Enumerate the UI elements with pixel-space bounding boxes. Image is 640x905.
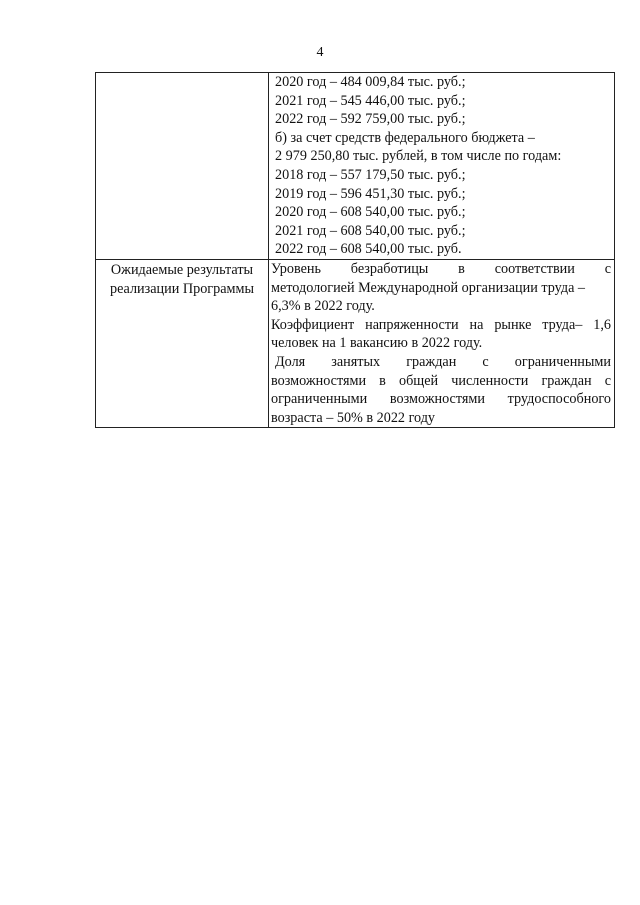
finance-line-2022-regional: 2022 год – 592 759,00 тыс. руб.; <box>275 111 466 128</box>
unemployment-line3: 6,3% в 2022 году. <box>271 298 375 315</box>
disabled-employment-line2: возможностями в общей численности граждан с <box>271 372 611 389</box>
disabled-employment-line3: ограниченными возможностями трудоспособного <box>271 391 611 408</box>
unemployment-line2: методологией Международной организации труда – <box>271 279 586 296</box>
finance-line-2022-federal: 2022 год – 608 540,00 тыс. руб. <box>275 241 462 258</box>
tension-coefficient-line2: человек на 1 вакансию в 2022 году. <box>271 335 483 352</box>
finance-label-cell <box>96 73 269 260</box>
results-label-line2: реализации Программы <box>109 280 255 297</box>
program-passport-table <box>95 72 615 428</box>
tension-coefficient-line1: Коэффициент напряженности на рынке труда– 1,6 <box>271 316 611 333</box>
finance-line-2020-federal: 2020 год – 608 540,00 тыс. руб.; <box>275 204 466 221</box>
finance-federal-total: 2 979 250,80 тыс. рублей, в том числе по годам: <box>275 148 562 165</box>
finance-federal-heading: б) за счет средств федерального бюджета – <box>275 129 535 146</box>
finance-line-2021-regional: 2021 год – 545 446,00 тыс. руб.; <box>275 92 466 109</box>
results-label-line1: Ожидаемые результаты <box>110 261 254 278</box>
unemployment-line1: Уровень безработицы в соответствии с <box>271 260 611 277</box>
disabled-employment-line1: Доля занятых граждан с ограниченными <box>275 353 611 370</box>
results-row <box>96 259 615 427</box>
finance-line-2019-federal: 2019 год – 596 451,30 тыс. руб.; <box>275 185 466 202</box>
disabled-employment-line4: возраста – 50% в 2022 году <box>271 409 436 426</box>
finance-line-2020-regional: 2020 год – 484 009,84 тыс. руб.; <box>275 74 466 90</box>
finance-content-cell <box>269 73 615 260</box>
finance-line-2018-federal: 2018 год – 557 179,50 тыс. руб.; <box>275 166 466 183</box>
page-number: 4 <box>316 45 324 60</box>
results-content-cell <box>269 259 615 427</box>
finance-line-2021-federal: 2021 год – 608 540,00 тыс. руб.; <box>275 222 466 239</box>
finance-row <box>96 73 615 260</box>
results-label-cell <box>96 259 269 427</box>
